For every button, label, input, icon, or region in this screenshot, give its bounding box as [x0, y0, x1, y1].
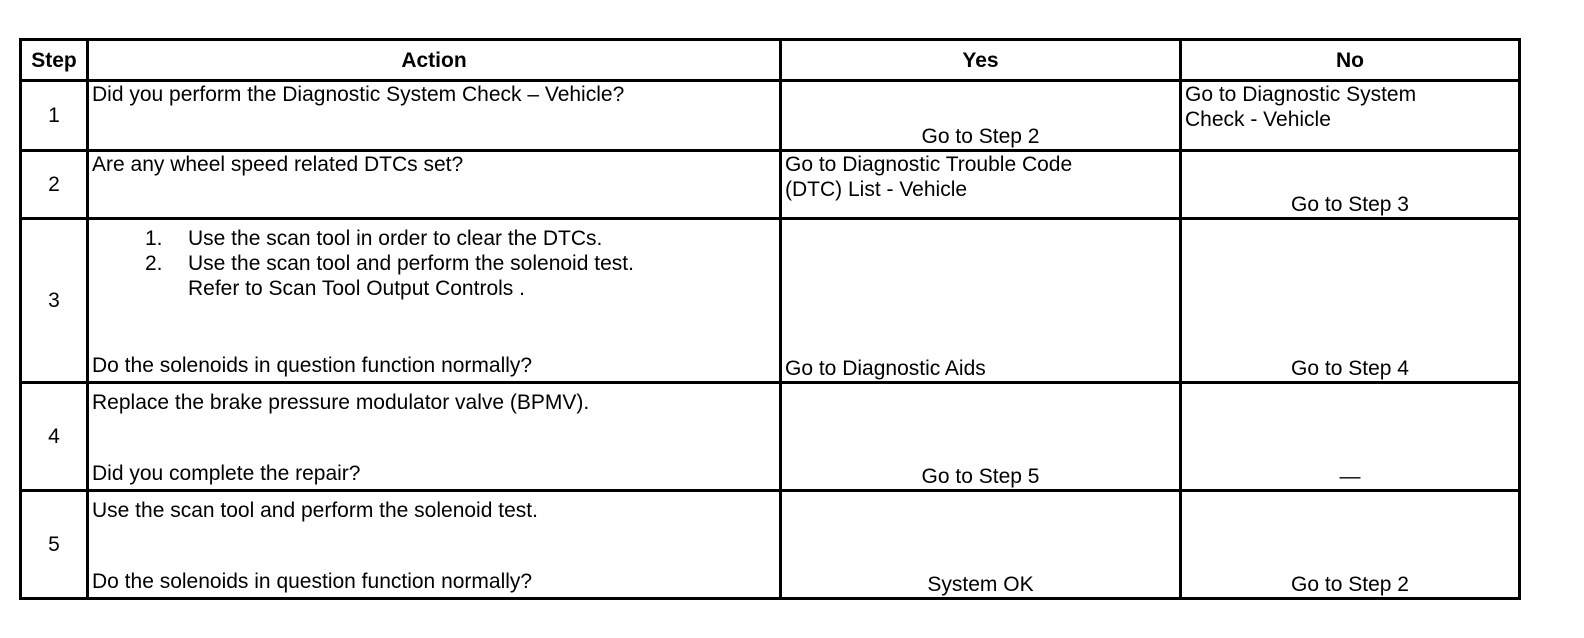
no-cell — [1181, 151, 1520, 219]
table-row — [21, 151, 1520, 219]
yes-text: Go to Diagnostic Aids — [785, 357, 986, 380]
yes-cell — [781, 219, 1181, 383]
table-row — [21, 219, 1520, 383]
no-text: Go to Step 2 — [1291, 573, 1409, 596]
substep-number: 1. — [145, 227, 163, 250]
yes-cell — [781, 491, 1181, 599]
action-text: Did you perform the Diagnostic System Check – Vehicle? — [92, 83, 625, 106]
step-number: 2 — [21, 151, 88, 219]
table-row — [21, 81, 1520, 151]
no-text: Go to Step 3 — [1291, 193, 1409, 216]
header-action: Action — [88, 40, 781, 81]
action-text: Use the scan tool and perform the solenoid test. — [92, 499, 538, 522]
no-text-line2: Check - Vehicle — [1185, 108, 1331, 131]
no-text-line1: Go to Diagnostic System — [1185, 83, 1417, 106]
yes-text: Go to Step 5 — [921, 465, 1040, 488]
table-row — [21, 491, 1520, 599]
diagnostic-table — [19, 38, 1521, 600]
substep-number: 2. — [145, 252, 163, 275]
yes-text: System OK — [927, 573, 1034, 596]
question-text: Do the solenoids in question function normally? — [92, 354, 533, 377]
action-text: Are any wheel speed related DTCs set? — [92, 153, 464, 176]
step-number: 4 — [21, 383, 88, 491]
header-yes: Yes — [781, 40, 1181, 81]
header-step: Step — [21, 40, 88, 81]
substep-list — [92, 220, 776, 301]
list-item — [145, 226, 776, 251]
yes-text: Go to Step 2 — [921, 125, 1040, 148]
action-cell — [88, 219, 781, 383]
substep-text: Use the scan tool and perform the solenoid test. — [188, 252, 634, 275]
list-item — [145, 251, 776, 301]
substep-text: Use the scan tool in order to clear the DTCs. — [188, 227, 603, 250]
action-cell — [88, 383, 781, 491]
action-cell — [88, 81, 781, 151]
step-number: 3 — [21, 219, 88, 383]
action-text: Replace the brake pressure modulator valve (BPMV). — [92, 391, 590, 414]
question-text: Did you complete the repair? — [92, 462, 361, 485]
no-text: Go to Step 4 — [1291, 357, 1409, 380]
header-no: No — [1181, 40, 1520, 81]
no-cell — [1181, 219, 1520, 383]
question-text: Do the solenoids in question function normally? — [92, 570, 533, 593]
action-cell — [88, 151, 781, 219]
yes-cell — [781, 383, 1181, 491]
no-cell — [1181, 81, 1520, 151]
step-number: 5 — [21, 491, 88, 599]
yes-text-line2: (DTC) List - Vehicle — [785, 178, 968, 201]
yes-cell — [781, 151, 1181, 219]
action-cell — [88, 491, 781, 599]
yes-cell — [781, 81, 1181, 151]
yes-text-line1: Go to Diagnostic Trouble Code — [785, 153, 1073, 176]
header-row — [21, 40, 1520, 81]
no-text: — — [1339, 465, 1361, 488]
no-cell — [1181, 383, 1520, 491]
table-row — [21, 383, 1520, 491]
step-number: 1 — [21, 81, 88, 151]
substep-reference: Refer to Scan Tool Output Controls . — [188, 277, 525, 300]
no-cell — [1181, 491, 1520, 599]
